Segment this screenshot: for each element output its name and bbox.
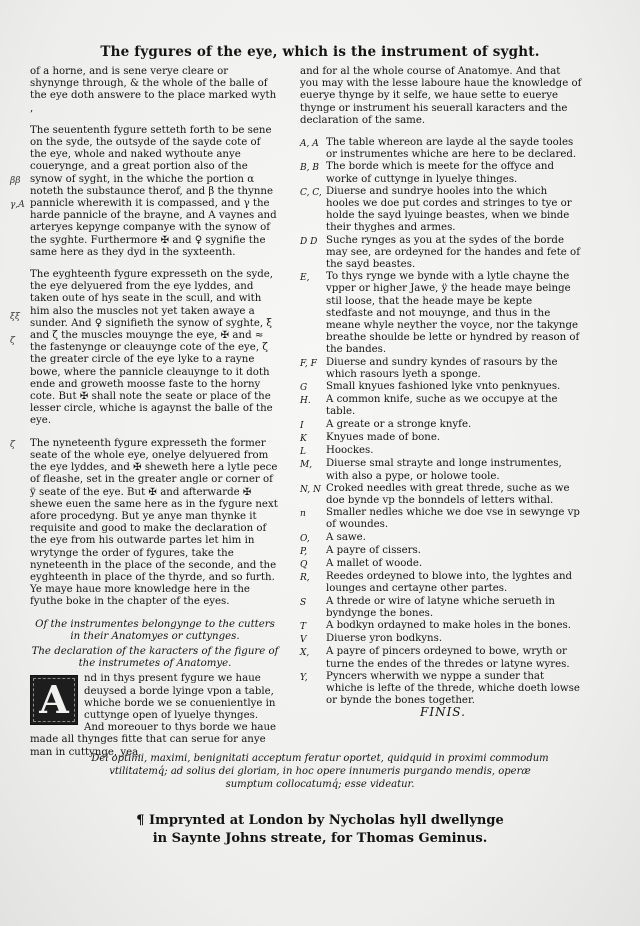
- item-key: C, C,: [300, 187, 322, 198]
- dropcap-letter: A: [39, 677, 69, 723]
- list-item: [300, 432, 582, 445]
- list-item: [300, 271, 582, 356]
- item-text: Reedes ordeyned to blowe into, the lyghtes and lounges and certayne other partes.: [326, 571, 573, 595]
- item-text: Hoockes.: [326, 445, 374, 457]
- item-text: A sawe.: [326, 531, 366, 543]
- imprint-line: ¶ Imprynted at London by Nycholas hyll dwellynge: [136, 813, 504, 828]
- item-key: n: [300, 509, 306, 520]
- item-key: H.: [300, 396, 311, 407]
- item-text: A mallet of woode.: [326, 557, 423, 569]
- list-item: [300, 596, 582, 620]
- item-key: S: [300, 597, 307, 608]
- imprint-line: in Saynte Johns streate, for Thomas Geminus.: [152, 831, 488, 846]
- margin-note: ζ: [10, 440, 15, 450]
- item-key: M,: [300, 460, 313, 471]
- latin-colophon: Dei optimi, maximi, benignitati acceptum feratur oportet, quidquid in proximi commodum vtilitatemq́; ad solius dei gloriam, in hoc opere innumeris purgando mendis, operæ sumptum collocatumq́; esse videatur.: [91, 753, 549, 790]
- page-title: The fygures of the eye, which is the instrument of syght.: [100, 44, 540, 60]
- paragraph-instruments-table: [30, 673, 280, 758]
- list-item: [300, 532, 582, 545]
- right-intro-paragraph: and for al the whole course of Anatomye. And that you may with the lesse laboure haue the knowledge of euerye thynge by it selfe, we haue sette to euerye thynge or instrument his seuerall karacters and the declaration of the same.: [300, 66, 582, 126]
- item-key: E,: [300, 273, 310, 284]
- list-item: [300, 483, 582, 507]
- item-text: A bodkyn ordayned to make holes in the bones.: [326, 619, 571, 631]
- list-item: [300, 137, 582, 161]
- list-item: [300, 394, 582, 418]
- item-text: The table whereon are layde al the sayde tooles or instrumentes whiche are here to be declared.: [326, 137, 577, 161]
- section-heading-declaration: The declaration of the karacters of the figure of the instrumetes of Anatomye.: [31, 645, 279, 670]
- item-text: Diuerse smal strayte and longe instrumentes, with also a pype, or holowe toole.: [326, 458, 562, 482]
- list-item: [300, 558, 582, 571]
- item-text: Knyues made of bone.: [326, 431, 441, 443]
- list-item: [300, 161, 582, 185]
- list-item: [300, 419, 582, 432]
- margin-note: ζ: [10, 336, 15, 346]
- item-text: Small knyues fashioned lyke vnto penknyues.: [326, 381, 561, 393]
- finis-mark: FINIS.: [420, 705, 466, 719]
- item-text: A payre of cissers.: [326, 544, 422, 556]
- item-key: L: [300, 447, 306, 458]
- paragraph-seventeenth-figure: The seuententh fygure setteth forth to be sene on the syde, the outsyde of the sayde cote of the eye, whole and naked wythoute anye couerynge, and a great portion also of the synow of syght, in the whiche the portion α noteth the substaunce therof, and β the thynne pannicle wherewith it is compassed, and γ the harde pannicle of the brayne, and A vaynes and arteryes kepynge companye with the synow of the syghte. Furthermore ✠ and ♀ sygnifie the same here as they dyd in the syxteenth.: [30, 124, 277, 258]
- printer-imprint: [120, 812, 520, 848]
- item-text: To thys rynge we bynde with a lytle chayne the vpper or higher Jawe, ÿ the heade maye beinge stil loose, that the heade maye be kepte stedfaste and not mouynge, and thus in the meane whyle neyther the voyce, nor the takynge breathe shoulde be lette or hyndred by reason of the bandes.: [326, 271, 580, 356]
- item-key: Y,: [300, 672, 308, 683]
- item-key: R,: [300, 573, 310, 584]
- list-item: [300, 445, 582, 458]
- left-column: [30, 66, 280, 759]
- dropcap-paragraph-text: nd in thys present fygure we haue deuysed a borde lyinge vpon a table, whiche borde we se conuenientlye in cuttynge open of lyuelye thynges. And moreouer to thys borde we haue made all thynges fitte that can serue for anye man in cuttynge, yea,: [30, 673, 277, 758]
- list-item: [300, 357, 582, 381]
- item-key: Q: [300, 559, 308, 570]
- item-key: B, B: [300, 163, 319, 174]
- item-key: T: [300, 621, 307, 632]
- item-key: I: [300, 420, 304, 431]
- paragraph-nineteenth-figure: The nyneteenth fygure expresseth the former seate of the whole eye, onelye delyuered from the eye lyddes, and ✠ sheweth here a lytle pece of fleashe, set in the greater angle or corner of ÿ seate of the eye. But ✠ and afterwarde ✠ shewe euen the same here as in the fygure next afore procedyng. But ye anye man thynke it requisite and good to make the declaration of the eye from his outwarde partes let him in wrytynge the order of fygures, take the nyneteenth in the place of the seconde, and the eyghteenth in place of the thyrde, and so furth. Ye maye haue more knowledge here in the fyuthe boke in the chapter of the eyes.: [30, 437, 278, 608]
- item-text: A payre of pincers ordeyned to bowe, wryth or turne the endes of the thredes or latyne wyres.: [326, 646, 570, 670]
- section-heading-instruments: Of the instrumentes belongynge to the cutters in their Anatomyes or cuttynges.: [35, 618, 275, 642]
- list-item: [300, 620, 582, 633]
- list-item: [300, 633, 582, 646]
- list-item: [300, 571, 582, 595]
- item-text: A threde or wire of latyne whiche serueth in byndynge the bones.: [326, 595, 555, 619]
- item-key: V: [300, 635, 307, 646]
- instrument-key-list: [300, 137, 582, 707]
- item-text: Diuerse yron bodkyns.: [326, 633, 443, 645]
- list-item: [300, 381, 582, 394]
- list-item: [300, 646, 582, 670]
- item-key: K: [300, 433, 307, 444]
- margin-note: ξξ: [10, 312, 20, 322]
- list-item: [300, 507, 582, 531]
- right-column: [300, 66, 582, 707]
- item-text: The borde which is meete for the offyce and worke of cuttynge in lyuelye thinges.: [326, 161, 554, 185]
- list-item: [300, 458, 582, 482]
- item-key: F, F: [300, 358, 317, 369]
- list-item: [300, 545, 582, 558]
- item-key: X,: [300, 648, 310, 659]
- item-text: Diuerse and sundry kyndes of rasours by the which rasours lyeth a sponge.: [326, 356, 558, 380]
- item-text: A common knife, suche as we occupye at the table.: [326, 394, 558, 418]
- item-text: Pyncers wherwith we nyppe a sunder that whiche is lefte of the threde, whiche doeth lowse or bynde the bones together.: [326, 670, 580, 707]
- item-text: Suche rynges as you at the sydes of the borde may see, are ordeyned for the handes and fete of the sayd beastes.: [326, 234, 580, 271]
- item-text: Croked needles with great threde, suche as we doe bynde vp the bonndels of letters withal.: [326, 482, 570, 506]
- margin-note: γ,A: [10, 200, 25, 210]
- ornamental-dropcap: [30, 675, 78, 725]
- list-item: [300, 671, 582, 708]
- left-intro-paragraph: of a horne, and is sene verye cleare or shynynge through, & the whole of the balle of the eye doth answere to the place marked wyth ,: [30, 66, 277, 114]
- item-key: N, N: [300, 484, 321, 495]
- item-text: A greate or a stronge knyfe.: [326, 418, 472, 430]
- item-key: G: [300, 383, 308, 394]
- item-key: A, A: [300, 139, 319, 150]
- item-key: P,: [300, 546, 308, 557]
- item-key: D D: [300, 236, 318, 247]
- item-text: Smaller nedles whiche we doe vse in sewynge vp of woundes.: [326, 507, 580, 531]
- list-item: [300, 235, 582, 272]
- margin-note: ββ: [10, 176, 21, 186]
- item-text: Diuerse and sundrye hooles into the which hooles we doe put cordes and stringes to tye or holde the sayd lyuinge beastes, when we binde their thyghes and armes.: [326, 185, 572, 234]
- item-key: O,: [300, 533, 310, 544]
- paragraph-eighteenth-figure: The eyghteenth fygure expresseth on the syde, the eye delyuered from the eye lyddes, and taken oute of hys seate in the scull, and with him also the muscles not yet taken awaye a sunder. And ♀ signifieth the synow of syghte, ξ and ζ the muscles mouynge the eye, ✠ and ≈ the fastenynge or cleauynge cote of the eye, ζ the greater circle of the eye lyke to a rayne bowe, where the pannicle cleauynge to it doth ende and groweth moosse faste to the horny cote. But ✠ shall note the seate or place of the lesser circle, whiche is agaynst the balle of the eye.: [30, 269, 274, 427]
- list-item: [300, 186, 582, 235]
